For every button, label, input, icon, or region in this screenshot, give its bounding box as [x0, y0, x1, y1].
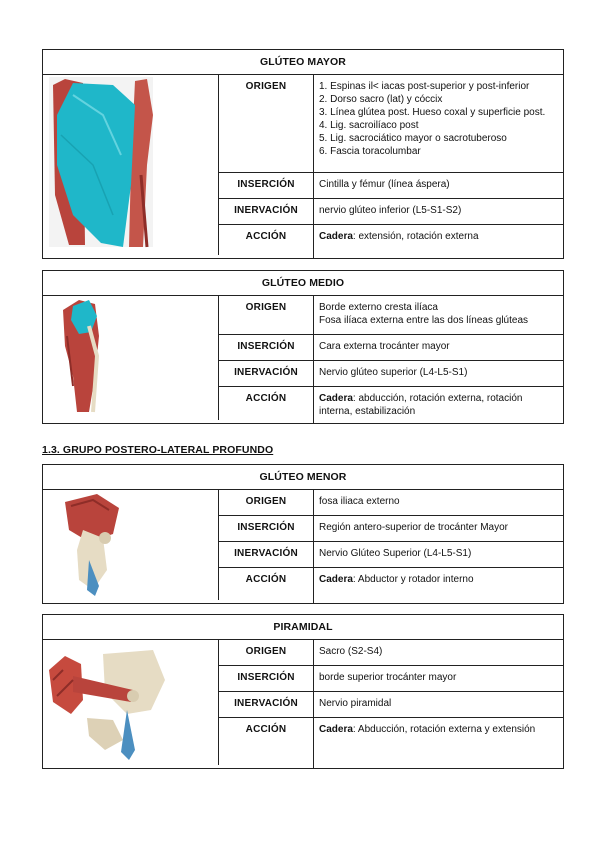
label-insercion: INSERCIÓN — [219, 516, 314, 541]
label-accion: ACCIÓN — [219, 225, 314, 258]
gluteus-maximus-image — [43, 75, 219, 255]
value-origen — [314, 296, 563, 334]
value-inervacion: Nervio Glúteo Superior (L4-L5-S1) — [319, 548, 472, 559]
value-insercion: Cara externa trocánter mayor — [319, 341, 450, 352]
row-inervacion — [219, 692, 563, 718]
gluteus-medius-image — [43, 296, 219, 420]
value-inervacion: nervio glúteo inferior (L5-S1-S2) — [319, 205, 462, 216]
row-insercion — [219, 516, 563, 542]
label-origen: ORIGEN — [219, 75, 314, 172]
table-title: GLÚTEO MAYOR — [43, 50, 563, 75]
table-piramidal — [42, 614, 564, 769]
value-insercion: borde superior trocánter mayor — [319, 672, 457, 683]
gluteus-maximus-illustration — [43, 75, 219, 255]
row-insercion — [219, 666, 563, 692]
origen-line: 6. Fascia toracolumbar — [319, 146, 421, 157]
accion-text: : abducción, rotación externa, rotación — [352, 393, 523, 404]
accion-prefix: Cadera — [319, 393, 353, 404]
origen-line: Fosa ilíaca externa entre las dos líneas glúteas — [319, 315, 529, 326]
gluteus-medius-illustration — [43, 296, 219, 420]
row-insercion — [219, 335, 563, 361]
row-origen — [219, 75, 563, 173]
label-inervacion: INERVACIÓN — [219, 361, 314, 386]
row-accion — [219, 225, 563, 258]
origen-line: 2. Dorso sacro (lat) y cóccix — [319, 94, 443, 105]
rows — [219, 296, 563, 423]
value-origen: Sacro (S2-S4) — [319, 646, 383, 657]
label-insercion: INSERCIÓN — [219, 173, 314, 198]
accion-prefix: Cadera — [319, 724, 353, 735]
label-inervacion: INERVACIÓN — [219, 199, 314, 224]
label-inervacion: INERVACIÓN — [219, 542, 314, 567]
row-origen — [219, 640, 563, 666]
origen-line: 5. Lig. sacrociático mayor o sacrotuberoso — [319, 133, 507, 144]
label-accion: ACCIÓN — [219, 718, 314, 768]
value-accion — [314, 718, 563, 768]
table-gluteo-medio — [42, 270, 564, 424]
label-origen: ORIGEN — [219, 296, 314, 334]
piriformis-illustration — [43, 640, 219, 765]
value-accion — [314, 568, 563, 603]
rows — [219, 640, 563, 768]
accion-prefix: Cadera — [319, 574, 353, 585]
row-accion — [219, 387, 563, 423]
accion-text: : extensión, rotación externa — [352, 231, 479, 242]
value-origen — [314, 75, 563, 172]
label-insercion: INSERCIÓN — [219, 666, 314, 691]
label-insercion: INSERCIÓN — [219, 335, 314, 360]
piriformis-image — [43, 640, 219, 765]
table-title: PIRAMIDAL — [43, 615, 563, 640]
value-accion — [314, 225, 563, 258]
value-accion — [314, 387, 563, 423]
gluteus-minimus-image — [43, 490, 219, 600]
origen-line: Borde externo cresta ilíaca — [319, 302, 438, 313]
accion-prefix: Cadera — [319, 231, 353, 242]
table-gluteo-mayor — [42, 49, 564, 259]
label-accion: ACCIÓN — [219, 387, 314, 423]
rows — [219, 75, 563, 258]
label-origen: ORIGEN — [219, 490, 314, 515]
origen-line: 4. Lig. sacroilíaco post — [319, 120, 419, 131]
section-heading: 1.3. GRUPO POSTERO-LATERAL PROFUNDO — [42, 444, 274, 456]
table-title: GLÚTEO MEDIO — [43, 271, 563, 296]
row-inervacion — [219, 361, 563, 387]
rows — [219, 490, 563, 603]
table-title: GLÚTEO MENOR — [43, 465, 563, 490]
value-inervacion: Nervio piramidal — [319, 698, 392, 709]
value-insercion: Cintilla y fémur (línea áspera) — [319, 179, 450, 190]
accion-text: : Abducción, rotación externa y extensión — [352, 724, 536, 735]
row-origen — [219, 296, 563, 335]
accion-text: : Abductor y rotador interno — [352, 574, 474, 585]
label-accion: ACCIÓN — [219, 568, 314, 603]
row-insercion — [219, 173, 563, 199]
value-origen: fosa iliaca externo — [319, 496, 400, 507]
value-insercion: Región antero-superior de trocánter Mayor — [319, 522, 508, 533]
row-accion — [219, 568, 563, 603]
row-inervacion — [219, 542, 563, 568]
row-origen — [219, 490, 563, 516]
value-inervacion: Nervio glúteo superior (L4-L5-S1) — [319, 367, 468, 378]
accion-text: interna, estabilización — [319, 406, 416, 417]
origen-line: 3. Línea glútea post. Hueso coxal y superficie post. — [319, 107, 546, 118]
label-inervacion: INERVACIÓN — [219, 692, 314, 717]
row-accion — [219, 718, 563, 768]
origen-line: 1. Espinas il< iacas post-superior y post-inferior — [319, 81, 530, 92]
table-gluteo-menor — [42, 464, 564, 604]
row-inervacion — [219, 199, 563, 225]
label-origen: ORIGEN — [219, 640, 314, 665]
gluteus-minimus-illustration — [43, 490, 219, 600]
